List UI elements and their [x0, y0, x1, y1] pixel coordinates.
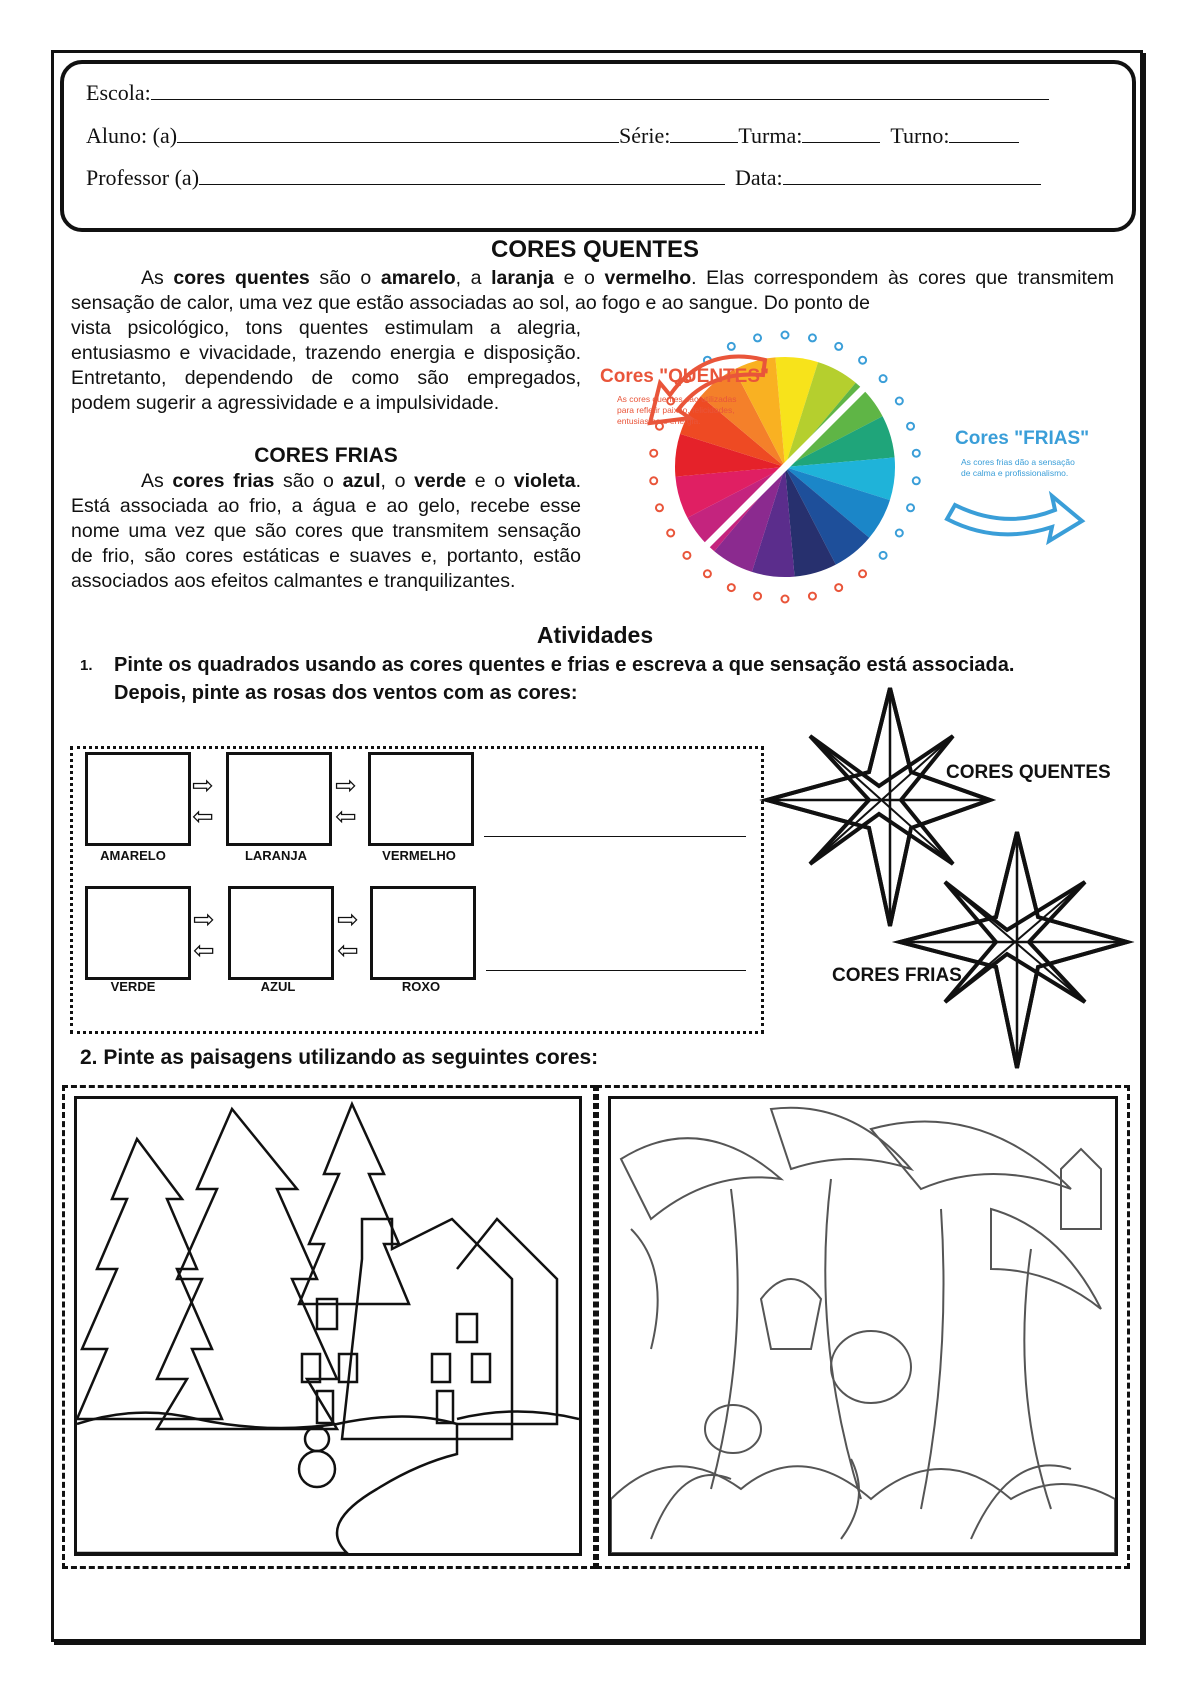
wheel-cold-desc: de calma e profissionalismo. [961, 468, 1069, 478]
student-row: Aluno: (a) Série: Turma: Turno: [86, 123, 1019, 149]
jungle-landscape-drawing[interactable] [608, 1096, 1118, 1556]
teacher-row: Professor (a) Data: [86, 165, 1041, 191]
arrow-right-icon: ⇨ [335, 770, 357, 800]
wheel-dot [859, 570, 866, 577]
square-label: AZUL [260, 979, 296, 994]
arrow-left-icon: ⇦ [337, 935, 359, 965]
square-purple[interactable] [370, 886, 476, 980]
wheel-dot [913, 450, 920, 457]
arrow-left-icon: ⇦ [192, 801, 214, 831]
date-field[interactable] [783, 166, 1041, 185]
warm-paragraph-top: As cores quentes são o amarelo, a laranja e o vermelho. Elas correspondem às cores que transmitem sensação de calor, uma vez que estão associadas ao sol, ao fogo e ao sangue. Do ponto de [71, 267, 1114, 314]
square-label: ROXO [401, 979, 441, 994]
wheel-dot [704, 570, 711, 577]
square-green[interactable] [85, 886, 191, 980]
arrow-left-icon: ⇦ [335, 801, 357, 831]
wheel-dot [880, 552, 887, 559]
wheel-dot [913, 477, 920, 484]
square-label: VERMELHO [382, 848, 456, 863]
wheel-dot [782, 596, 789, 603]
cold-answer-line[interactable] [486, 970, 746, 971]
compass-cold-label: CORES FRIAS [832, 965, 962, 986]
color-wheel [675, 357, 895, 577]
square-label: VERDE [110, 979, 156, 994]
student-field[interactable] [177, 124, 619, 143]
wheel-warm-desc: As cores quentes são utilizadas [617, 394, 737, 404]
wheel-dot [754, 334, 761, 341]
wheel-dot [754, 593, 761, 600]
arrow-right-icon: ⇨ [192, 770, 214, 800]
square-orange[interactable] [226, 752, 332, 846]
wheel-dot [728, 584, 735, 591]
activities-title: Atividades [536, 622, 654, 648]
wheel-dot [835, 343, 842, 350]
wheel-dot [835, 584, 842, 591]
wheel-dot [907, 423, 914, 430]
wheel-dot [656, 504, 663, 511]
wheel-warm-desc: para refletir paixão, felicidades, [617, 405, 735, 415]
q1-text-2: Depois, pinte as rosas dos ventos com as cores: [114, 682, 578, 704]
square-blue[interactable] [228, 886, 334, 980]
class-field[interactable] [802, 124, 880, 143]
grade-field[interactable] [670, 124, 738, 143]
cold-arrow-icon [947, 496, 1082, 541]
wheel-dot [782, 332, 789, 339]
wheel-cold-title: Cores "FRIAS" [955, 428, 1090, 449]
arrow-right-icon: ⇨ [337, 904, 359, 934]
compass-roses [755, 680, 1135, 1080]
warm-answer-line[interactable] [484, 836, 746, 837]
teacher-field[interactable] [199, 166, 725, 185]
warm-paragraph-left: vista psicológico, tons quentes estimulam a alegria, entusiasmo e vivacidade, trazendo energia e disposição. Entretanto, dependendo de como são empregados, podem sugerir a agressividade e a impulsividade. [71, 317, 581, 414]
arrow-left-icon: ⇦ [193, 935, 215, 965]
q2-text: 2. Pinte as paisagens utilizando as seguintes cores: [80, 1046, 599, 1069]
shift-field[interactable] [949, 124, 1019, 143]
wheel-dot [809, 593, 816, 600]
warm-title: CORES QUENTES [490, 236, 700, 263]
square-yellow[interactable] [85, 752, 191, 846]
wheel-dot [809, 334, 816, 341]
square-red[interactable] [368, 752, 474, 846]
wheel-dot [896, 530, 903, 537]
wheel-dot [880, 375, 887, 382]
winter-landscape-drawing[interactable] [74, 1096, 582, 1556]
wheel-dot [650, 450, 657, 457]
color-wheel-illustration [595, 320, 1130, 610]
square-label: AMARELO [100, 848, 166, 863]
q1-text: Pinte os quadrados usando as cores quentes e frias e escreva a que sensação está associada. [114, 654, 1015, 676]
wheel-dot [859, 357, 866, 364]
wheel-dot [728, 343, 735, 350]
square-label: LARANJA [244, 848, 308, 863]
wheel-dot [907, 504, 914, 511]
wheel-dot [667, 530, 674, 537]
wheel-dot [683, 552, 690, 559]
q1-number: 1. [80, 657, 93, 674]
wheel-dot [650, 477, 657, 484]
wheel-warm-desc: entusiasmo e energia. [617, 416, 701, 426]
wheel-warm-title: Cores "QUENTES" [600, 366, 769, 387]
warm-text: . Elas correspondem às cores que transmitem sensação de calor, uma vez que estão associadas ao sol, ao fogo e ao sangue. Do ponto de [71, 267, 1114, 314]
compass-warm-label: CORES QUENTES [946, 762, 1111, 783]
arrow-right-icon: ⇨ [193, 904, 215, 934]
school-row: Escola: [86, 80, 1049, 106]
wheel-cold-desc: As cores frias dão a sensação [961, 457, 1075, 467]
school-field[interactable] [151, 81, 1049, 100]
cold-paragraph: As cores frias são o azul, o verde e o violeta. Está associada ao frio, a água e ao gelo, recebe esse nome uma vez que são cores que transmitem sensação de frio, são cores estáticas e suaves e, portanto, estão associados aos efeitos calmantes e tranquilizantes. [71, 470, 581, 592]
compass-rose-cold[interactable] [900, 832, 1127, 1068]
wheel-dot [896, 398, 903, 405]
cold-title: CORES FRIAS [254, 444, 398, 467]
